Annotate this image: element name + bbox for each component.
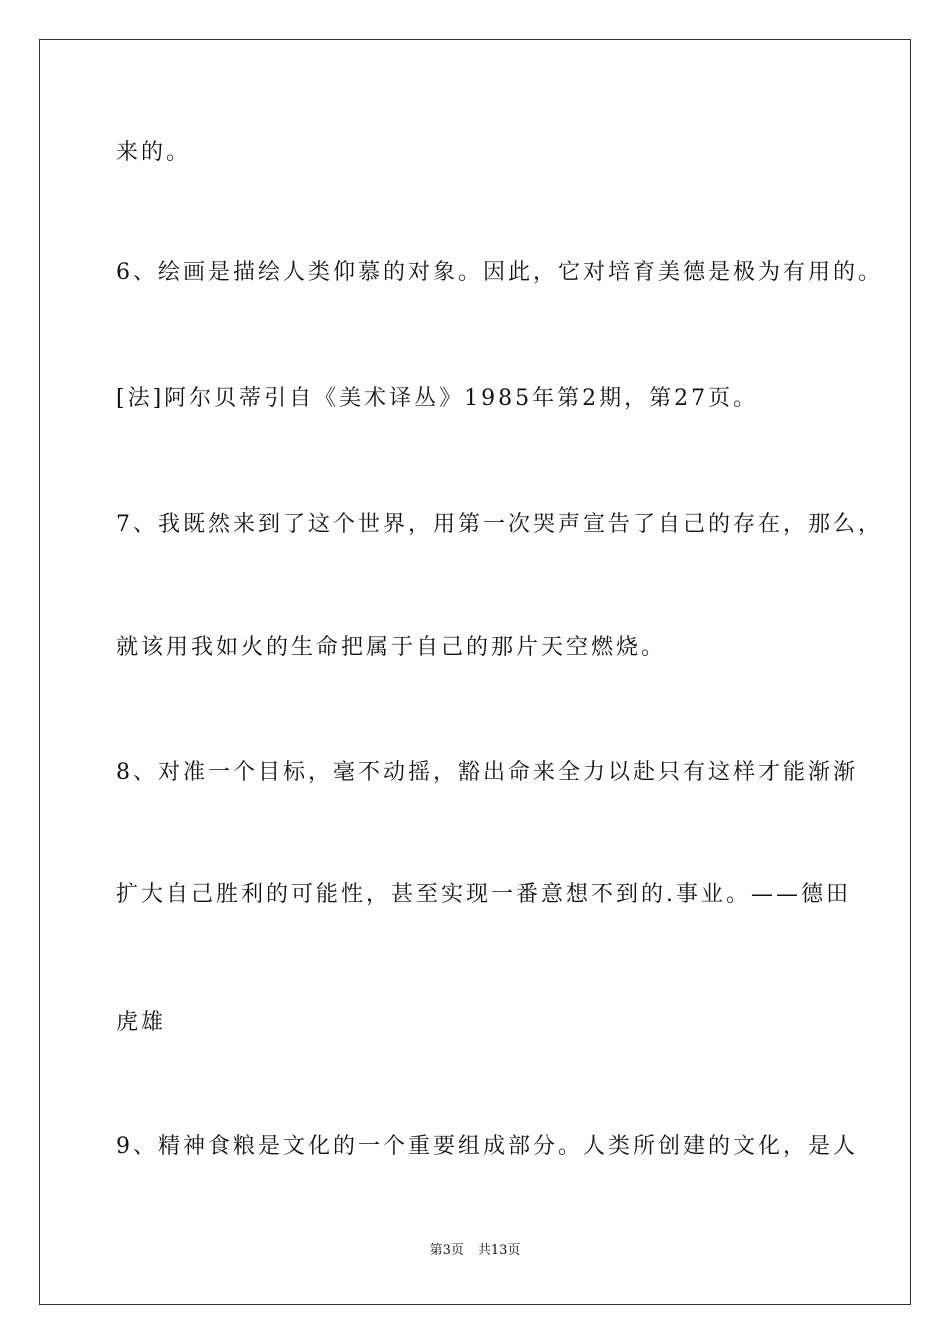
quote-7-line-2: 就该用我如火的生命把属于自己的那片天空燃烧。 xyxy=(116,635,667,660)
page-border xyxy=(39,39,911,1305)
quote-6-line: 6、绘画是描绘人类仰慕的对象。因此，它对培育美德是极为有用的。 xyxy=(116,260,883,285)
quote-8-line-2: 扩大自己胜利的可能性，甚至实现一番意想不到的.事业。——德田 xyxy=(116,882,851,907)
quote-8-line-1: 8、对准一个目标，毫不动摇，豁出命来全力以赴只有这样才能渐渐 xyxy=(116,760,858,785)
page-footer xyxy=(0,1242,950,1260)
quote-8-author: 虎雄 xyxy=(116,1010,167,1035)
quote-6-source: [法]阿尔贝蒂引自《美术译丛》1985年第2期，第27页。 xyxy=(116,386,759,411)
quote-7-line-1: 7、我既然来到了这个世界，用第一次哭声宣告了自己的存在，那么， xyxy=(116,512,883,537)
page-number: 第3页 xyxy=(429,1243,464,1258)
quote-9-line-1: 9、精神食粮是文化的一个重要组成部分。人类所创建的文化，是人 xyxy=(116,1134,858,1159)
text-line-1: 来的。 xyxy=(116,140,192,165)
page-total: 共13页 xyxy=(477,1243,521,1258)
